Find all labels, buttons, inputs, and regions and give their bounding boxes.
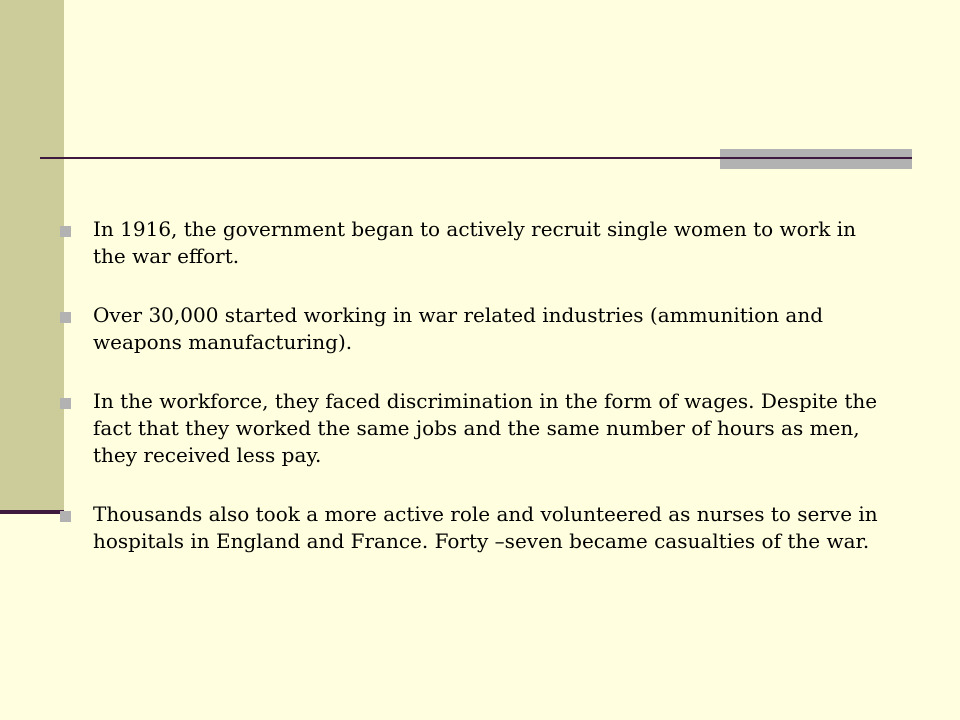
left-sidebar-bar [0,0,64,512]
bullet-text: Thousands also took a more active role and volunteered as nurses to serve in hospitals in England and France. Forty –seven became casualties of the war. [93,502,878,553]
square-bullet-icon [60,398,71,409]
title-rule-accent-block [720,149,912,169]
bullet-item [60,388,890,469]
square-bullet-icon [60,226,71,237]
bullet-text: Over 30,000 started working in war related industries (ammunition and weapons manufacturing). [93,303,824,354]
square-bullet-icon [60,312,71,323]
bullet-item [60,216,890,270]
title-divider-line [40,157,912,159]
bullet-text: In 1916, the government began to actively recruit single women to work in the war effort. [93,217,857,268]
slide-body [60,216,890,587]
square-bullet-icon [60,511,71,522]
bullet-text: In the workforce, they faced discrimination in the form of wages. Despite the fact that they worked the same jobs and the same number of hours as men, they received less pay. [93,389,878,467]
bullet-item [60,302,890,356]
bullet-item [60,501,890,555]
sidebar-divider-line [0,510,64,514]
